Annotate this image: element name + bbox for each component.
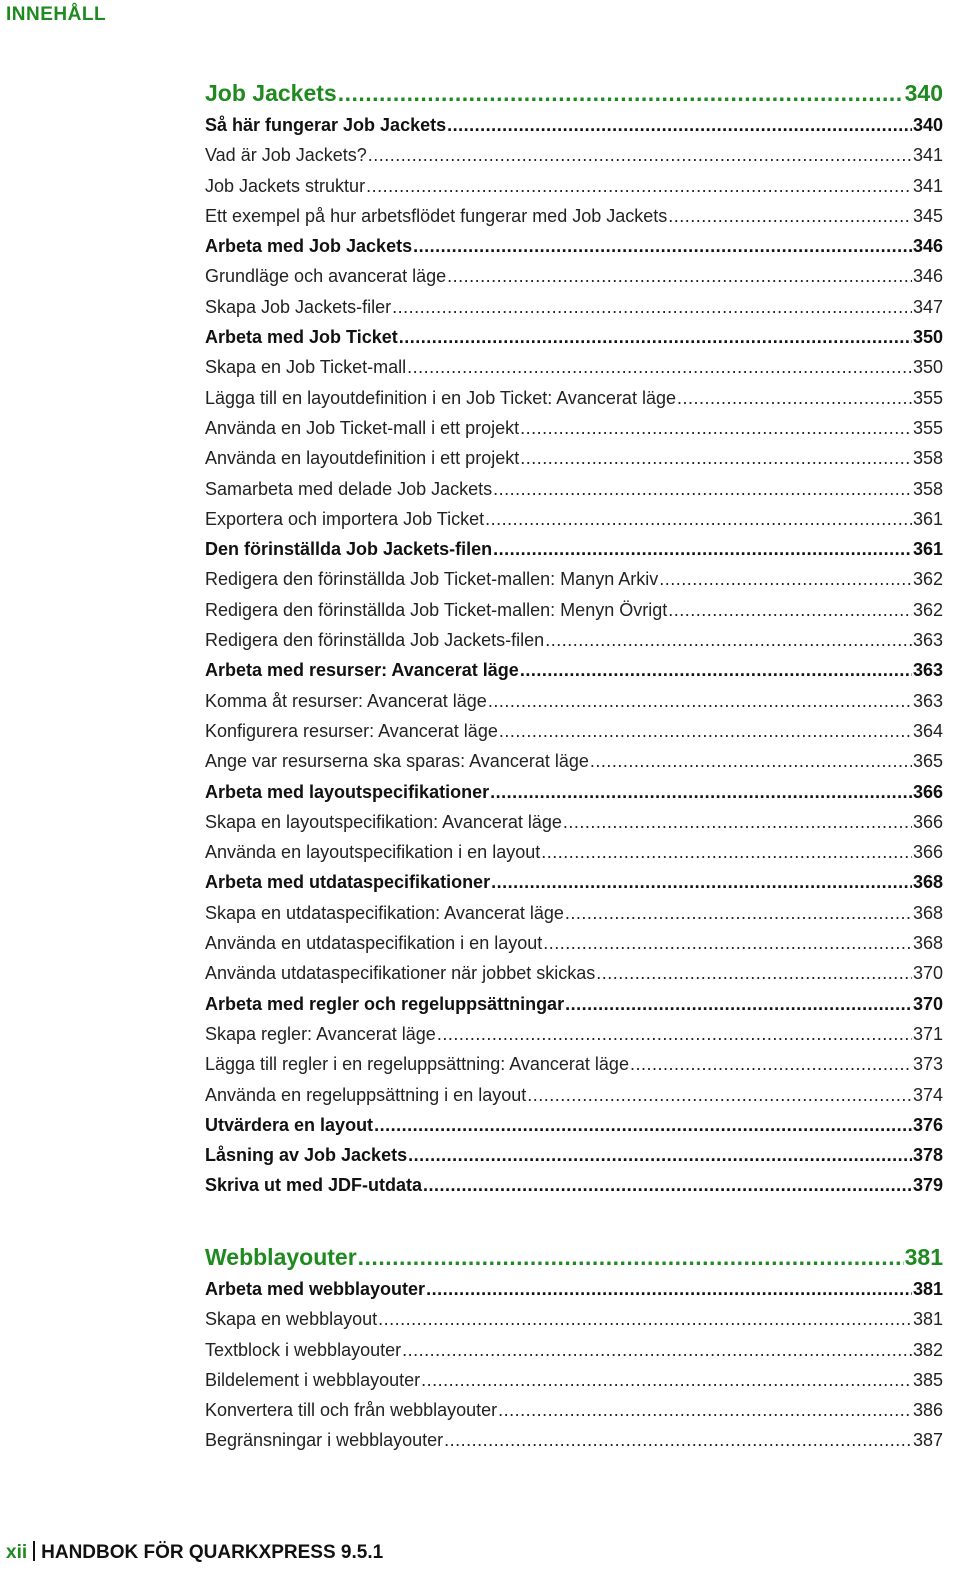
toc-entry-page: 346 bbox=[912, 266, 943, 287]
toc-leader-dots bbox=[520, 443, 912, 473]
toc-entry-page: 355 bbox=[912, 417, 943, 438]
toc-leader-dots bbox=[563, 807, 912, 837]
toc-leader-dots bbox=[402, 1335, 912, 1365]
toc-entry-title: Arbeta med Job Jackets bbox=[205, 236, 413, 257]
toc-section-entry[interactable] bbox=[205, 867, 943, 897]
toc-entry-page: 364 bbox=[912, 720, 943, 741]
toc-entry-page: 366 bbox=[912, 811, 943, 832]
toc-subsection-entry[interactable] bbox=[205, 261, 943, 291]
toc-section-job-jackets bbox=[205, 76, 943, 1201]
toc-leader-dots bbox=[374, 1110, 912, 1140]
toc-leader-dots bbox=[499, 716, 912, 746]
toc-entry-page: 366 bbox=[912, 781, 943, 802]
toc-entry-title: Skapa Job Jackets-filer bbox=[205, 296, 392, 317]
toc-leader-dots bbox=[444, 1425, 912, 1455]
toc-entry-title: Ett exempel på hur arbetsflödet fungerar med Job Jackets bbox=[205, 205, 668, 226]
toc-entry-title: Redigera den förinställda Job Ticket-mallen: Menyn Övrigt bbox=[205, 599, 668, 620]
toc-entry-page: 385 bbox=[912, 1369, 943, 1390]
toc-leader-dots bbox=[421, 1365, 912, 1395]
toc-entry-title: Skapa en utdataspecifikation: Avancerat läge bbox=[205, 902, 564, 923]
toc-entry-title: Skapa en webblayout bbox=[205, 1309, 378, 1330]
toc-subsection-entry[interactable] bbox=[205, 564, 943, 594]
toc-entry-title: Så här fungerar Job Jackets bbox=[205, 115, 447, 135]
toc-leader-dots bbox=[408, 1140, 912, 1170]
toc-entry-page: 366 bbox=[912, 842, 943, 863]
toc-leader-dots bbox=[668, 201, 912, 231]
toc-entry-title: Använda en layoutdefinition i ett projekt bbox=[205, 448, 520, 469]
toc-leader-dots bbox=[413, 231, 912, 261]
toc-leader-dots bbox=[368, 140, 912, 170]
page-footer bbox=[6, 1541, 383, 1564]
toc-entry-title: Lägga till regler i en regeluppsättning: Avancerat läge bbox=[205, 1054, 629, 1075]
toc-leader-dots bbox=[338, 76, 904, 110]
toc-entry-page: 378 bbox=[912, 1145, 943, 1166]
toc-entry-page: 381 bbox=[904, 1244, 943, 1270]
toc-entry-page: 340 bbox=[912, 115, 943, 135]
toc-leader-dots bbox=[447, 261, 912, 291]
toc-leader-dots bbox=[565, 989, 912, 1019]
toc-section-entry[interactable] bbox=[205, 231, 943, 261]
toc-leader-dots bbox=[545, 625, 912, 655]
toc-section-entry[interactable] bbox=[205, 1110, 943, 1140]
toc-subsection-entry[interactable] bbox=[205, 443, 943, 473]
toc-entry-page: 382 bbox=[912, 1339, 943, 1360]
toc-entry-title: Samarbeta med delade Job Jackets bbox=[205, 478, 493, 499]
toc-entry-title: Den förinställda Job Jackets-filen bbox=[205, 539, 493, 560]
toc-chapter-entry[interactable] bbox=[205, 1240, 943, 1274]
toc-entry-title: Textblock i webblayouter bbox=[205, 1339, 402, 1360]
toc-entry-title: Använda en regeluppsättning i en layout bbox=[205, 1084, 527, 1105]
toc-leader-dots bbox=[668, 595, 912, 625]
footer-separator bbox=[33, 1541, 35, 1561]
toc-section-entry[interactable] bbox=[205, 1140, 943, 1170]
toc-leader-dots bbox=[493, 534, 912, 564]
toc-entry-page: 363 bbox=[912, 630, 943, 651]
toc-entry-title: Konvertera till och från webblayouter bbox=[205, 1400, 498, 1421]
toc-subsection-entry[interactable] bbox=[205, 686, 943, 716]
toc-entry-page: 373 bbox=[912, 1054, 943, 1075]
toc-entry-title: Låsning av Job Jackets bbox=[205, 1145, 408, 1166]
toc-entry-page: 350 bbox=[912, 327, 943, 348]
toc-subsection-entry[interactable] bbox=[205, 746, 943, 776]
toc-leader-dots bbox=[677, 383, 912, 413]
toc-entry-title: Skapa en Job Ticket-mall bbox=[205, 357, 407, 378]
toc-subsection-entry[interactable] bbox=[205, 807, 943, 837]
toc-leader-dots bbox=[491, 867, 912, 897]
toc-entry-page: 368 bbox=[912, 933, 943, 954]
toc-leader-dots bbox=[541, 837, 912, 867]
toc-entry-title: Arbeta med Job Ticket bbox=[205, 327, 398, 348]
toc-entry-page: 355 bbox=[912, 387, 943, 408]
toc-entry-title: Job Jackets bbox=[205, 80, 337, 106]
toc-section-entry[interactable] bbox=[205, 110, 943, 140]
toc-leader-dots bbox=[527, 1080, 912, 1110]
toc-subsection-entry[interactable] bbox=[205, 171, 943, 201]
footer-page-number: xii bbox=[6, 1542, 28, 1563]
toc-entry-title: Skapa regler: Avancerat läge bbox=[205, 1023, 436, 1044]
footer-book-title: HANDBOK FÖR QUARKXPRESS 9.5.1 bbox=[41, 1542, 384, 1563]
toc-entry-page: 363 bbox=[912, 660, 943, 681]
toc-entry-page: 361 bbox=[912, 508, 943, 529]
toc-subsection-entry[interactable] bbox=[205, 1049, 943, 1079]
toc-entry-title: Konfigurera resurser: Avancerat läge bbox=[205, 720, 498, 741]
toc-entry-title: Exportera och importera Job Ticket bbox=[205, 508, 485, 529]
toc-entry-page: 387 bbox=[912, 1430, 943, 1451]
toc-entry-page: 376 bbox=[912, 1114, 943, 1135]
toc-entry-page: 371 bbox=[912, 1023, 943, 1044]
toc-subsection-entry[interactable] bbox=[205, 1080, 943, 1110]
toc-subsection-entry[interactable] bbox=[205, 474, 943, 504]
toc-subsection-entry[interactable] bbox=[205, 928, 943, 958]
toc-subsection-entry[interactable] bbox=[205, 1335, 943, 1365]
toc-leader-dots bbox=[498, 1395, 912, 1425]
toc-leader-dots bbox=[659, 564, 912, 594]
toc-leader-dots bbox=[488, 686, 912, 716]
toc-section-entry[interactable] bbox=[205, 655, 943, 685]
toc-entry-page: 340 bbox=[904, 80, 943, 106]
toc-entry-title: Använda en Job Ticket-mall i ett projekt bbox=[205, 417, 520, 438]
toc-subsection-entry[interactable] bbox=[205, 1365, 943, 1395]
toc-entry-title: Bildelement i webblayouter bbox=[205, 1369, 421, 1390]
toc-leader-dots bbox=[426, 1274, 912, 1304]
toc-subsection-entry[interactable] bbox=[205, 837, 943, 867]
toc-leader-dots bbox=[399, 322, 912, 352]
toc-leader-dots bbox=[485, 504, 912, 534]
toc-entry-title: Begränsningar i webblayouter bbox=[205, 1430, 444, 1451]
toc-entry-title: Redigera den förinställda Job Jackets-filen bbox=[205, 630, 545, 651]
toc-leader-dots bbox=[630, 1049, 912, 1079]
toc-subsection-entry[interactable] bbox=[205, 201, 943, 231]
toc-subsection-entry[interactable] bbox=[205, 898, 943, 928]
toc-leader-dots bbox=[543, 928, 912, 958]
toc-leader-dots bbox=[392, 292, 912, 322]
toc-subsection-entry[interactable] bbox=[205, 1304, 943, 1334]
toc-entry-page: 362 bbox=[912, 599, 943, 620]
toc-entry-page: 345 bbox=[912, 205, 943, 226]
page-header: INNEHÅLL bbox=[6, 4, 107, 25]
toc-entry-page: 358 bbox=[912, 448, 943, 469]
toc-leader-dots bbox=[407, 352, 912, 382]
toc-entry-title: Webblayouter bbox=[205, 1244, 357, 1270]
toc-leader-dots bbox=[423, 1170, 912, 1200]
toc-leader-dots bbox=[565, 898, 912, 928]
toc-subsection-entry[interactable] bbox=[205, 140, 943, 170]
toc-entry-page: 386 bbox=[912, 1400, 943, 1421]
toc-subsection-entry[interactable] bbox=[205, 1019, 943, 1049]
toc-section-entry[interactable] bbox=[205, 1274, 943, 1304]
toc-entry-title: Grundläge och avancerat läge bbox=[205, 266, 447, 287]
toc-subsection-entry[interactable] bbox=[205, 716, 943, 746]
toc-subsection-entry[interactable] bbox=[205, 383, 943, 413]
toc-entry-page: 361 bbox=[912, 539, 943, 560]
toc-entry-title: Ange var resurserna ska sparas: Avancerat läge bbox=[205, 751, 589, 772]
toc-entry-page: 379 bbox=[912, 1175, 943, 1196]
toc-leader-dots bbox=[596, 958, 912, 988]
toc-subsection-entry[interactable] bbox=[205, 504, 943, 534]
toc-leader-dots bbox=[378, 1304, 912, 1334]
toc-entry-page: 365 bbox=[912, 751, 943, 772]
toc-section-entry[interactable] bbox=[205, 989, 943, 1019]
toc-subsection-entry[interactable] bbox=[205, 1425, 943, 1455]
toc-subsection-entry[interactable] bbox=[205, 625, 943, 655]
toc-section-webblayouter bbox=[205, 1240, 943, 1456]
toc-entry-title: Skapa en layoutspecifikation: Avancerat läge bbox=[205, 811, 562, 832]
toc-entry-page: 374 bbox=[912, 1084, 943, 1105]
toc-leader-dots bbox=[590, 746, 912, 776]
toc-leader-dots bbox=[447, 110, 912, 140]
toc-section-entry[interactable] bbox=[205, 777, 943, 807]
toc-entry-page: 346 bbox=[912, 236, 943, 257]
toc-entry-page: 368 bbox=[912, 872, 943, 893]
toc-entry-page: 370 bbox=[912, 993, 943, 1014]
toc-subsection-entry[interactable] bbox=[205, 413, 943, 443]
toc-entry-page: 358 bbox=[912, 478, 943, 499]
toc-entry-title: Använda utdataspecifikationer när jobbet skickas bbox=[205, 963, 596, 984]
toc-entry-page: 381 bbox=[912, 1279, 943, 1299]
toc-entry-title: Arbeta med resurser: Avancerat läge bbox=[205, 660, 519, 681]
toc-entry-page: 370 bbox=[912, 963, 943, 984]
toc-subsection-entry[interactable] bbox=[205, 1395, 943, 1425]
toc-leader-dots bbox=[490, 777, 912, 807]
toc-leader-dots bbox=[520, 413, 912, 443]
toc-leader-dots bbox=[520, 655, 912, 685]
toc-entry-page: 347 bbox=[912, 296, 943, 317]
toc-entry-title: Utvärdera en layout bbox=[205, 1114, 374, 1135]
toc-entry-title: Arbeta med webblayouter bbox=[205, 1279, 426, 1299]
toc-section-entry[interactable] bbox=[205, 322, 943, 352]
toc-entry-page: 341 bbox=[912, 145, 943, 166]
toc-entry-title: Vad är Job Jackets? bbox=[205, 145, 367, 166]
toc-entry-page: 363 bbox=[912, 690, 943, 711]
toc-chapter-entry[interactable] bbox=[205, 76, 943, 110]
toc-subsection-entry[interactable] bbox=[205, 958, 943, 988]
toc-subsection-entry[interactable] bbox=[205, 352, 943, 382]
toc-entry-page: 341 bbox=[912, 175, 943, 196]
toc-entry-page: 362 bbox=[912, 569, 943, 590]
toc-entry-page: 350 bbox=[912, 357, 943, 378]
toc-leader-dots bbox=[493, 474, 912, 504]
toc-entry-title: Använda en layoutspecifikation i en layout bbox=[205, 842, 541, 863]
toc-entry-title: Använda en utdataspecifikation i en layout bbox=[205, 933, 543, 954]
toc-leader-dots bbox=[358, 1240, 904, 1274]
toc-entry-title: Komma åt resurser: Avancerat läge bbox=[205, 690, 487, 711]
toc-entry-title: Arbeta med regler och regeluppsättningar bbox=[205, 993, 565, 1014]
toc-entry-title: Lägga till en layoutdefinition i en Job Ticket: Avancerat läge bbox=[205, 387, 676, 408]
toc-leader-dots bbox=[366, 171, 912, 201]
toc-entry-title: Arbeta med layoutspecifikationer bbox=[205, 781, 490, 802]
toc-entry-page: 381 bbox=[912, 1309, 943, 1330]
toc-section-entry[interactable] bbox=[205, 534, 943, 564]
toc-entry-title: Redigera den förinställda Job Ticket-mallen: Manyn Arkiv bbox=[205, 569, 659, 590]
toc-entry-title: Arbeta med utdataspecifikationer bbox=[205, 872, 491, 893]
toc-entry-page: 368 bbox=[912, 902, 943, 923]
toc-entry-title: Job Jackets struktur bbox=[205, 175, 366, 196]
toc-subsection-entry[interactable] bbox=[205, 595, 943, 625]
toc-section-entry[interactable] bbox=[205, 1170, 943, 1200]
toc-entry-title: Skriva ut med JDF-utdata bbox=[205, 1175, 423, 1196]
toc-leader-dots bbox=[437, 1019, 912, 1049]
toc-subsection-entry[interactable] bbox=[205, 292, 943, 322]
